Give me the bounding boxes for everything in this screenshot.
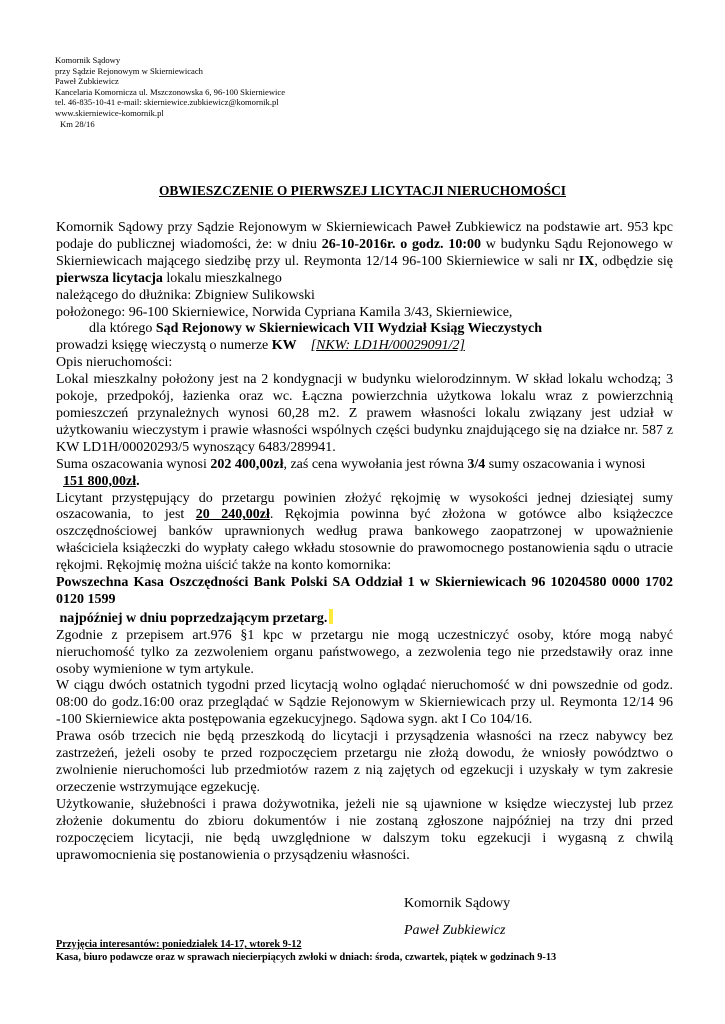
intro-text: , odbędzie się: [594, 253, 673, 269]
intro-text: w budynku Sądu Rejonowego w Skierniewicach mającego siedzibę przy ul. Reymonta 12/14 96-100 Skierniewice w sali nr: [56, 236, 673, 269]
visitor-hours: Przyjęcia interesantów: poniedziałek 14-17, wtorek 9-12: [56, 939, 302, 950]
kw-prefix: prowadzi księgę wieczystą o numerze: [56, 338, 272, 354]
description-label: Opis nieruchomości:: [56, 355, 173, 371]
valuation-fraction: 3/4: [467, 456, 486, 472]
property-description: Lokal mieszkalny położony jest na 2 kondygnacji w budynku wielorodzinnym. W skład lokalu wchodzą; 3 pokoje, przedpokój, łazienka oraz wc. Łączna powierzchnia użytkowa lokalu wraz z powierzchnią pomieszczeń przynależnych wynosi 60,28 m2. Z prawem własności lokalu związany jest udział w użytkowaniu wieczystym i prawie własności wspólnych części budynku znajdującego się na działce nr. 587 z KW LD1H/00020293/5 wynoszący 6483/289941.: [56, 372, 673, 455]
debtor-line: należącego do dłużnika: Zbigniew Sulikowski: [56, 287, 315, 303]
deadline-text: najpóźniej w dniu poprzedzającym przetarg.: [59, 610, 328, 626]
case-number: Km 28/16: [60, 118, 95, 129]
kw-spacer: [297, 338, 311, 353]
starting-price: 151 800,00zł: [63, 473, 137, 489]
deposit-amount: 20 240,00zł: [195, 507, 270, 523]
kw-line: [56, 338, 673, 355]
kw-label: KW: [271, 338, 297, 354]
office-hours: Kasa, biuro podawcze oraz w sprawach niecierpiących zwłoki w dniach: środa, czwartek, piątek w godzinach 9-13: [56, 952, 557, 963]
third-party-rights-paragraph: Prawa osób trzecich nie będą przeszkodą do licytacji i przysądzenia własności na rzecz nabywcy bez zastrzeżeń, jeżeli osoby te przed rozpoczęciem przetargu nie złożą dowodu, że wniosły powództwo o zwolnienie nieruchomości lub przedmiotów razem z nią zajętych od egzekucji i uzyskały w tym zakresie orzeczenie wstrzymujące egzekucję.: [56, 729, 673, 795]
location-line: położonego: 96-100 Skierniewice, Norwida Cypriana Kamila 3/43, Skierniewice,: [56, 304, 513, 320]
intro-paragraph: [56, 220, 673, 288]
auction-date-time: 26-10-2016r. o godz. 10:00: [321, 236, 481, 252]
court-prefix: dla którego: [89, 321, 156, 337]
valuation-text: sumy oszacowania i wynosi: [485, 456, 646, 472]
deposit-text: Licytant przystępujący do przetargu powinien złożyć rękojmię w wysokości jednej dziesiątej sumy oszacowania, to jest: [56, 490, 673, 523]
signature-role: Komornik Sądowy: [404, 896, 511, 911]
valuation-text: .: [136, 473, 140, 489]
deadline-line: [56, 609, 673, 628]
deposit-text: . Rękojmia powinna być złożona w gotówce albo książeczce oszczędnościowej banków uprawnionych według prawa bankowego zaopatrzonej w upoważnienie właściciela książeczki do wypłaty całego wkładu stosownie do prawomocnego postanowienia sądu o utracie rękojmi. Rękojmię można uiścić także na konto komornika:: [56, 507, 673, 574]
servitudes-paragraph: Użytkowanie, służebności i prawa dożywotnika, jeżeli nie są ujawnione w księdze wieczystej lub przez złożenie dokumentu do zbioru dokumentów i nie zostaną zgłoszone najpóźniej na trzy dni przed rozpoczęciem licytacji, nie będą uwzględnione w dalszym toku egzekucji i wygasną z chwilą uprawomocnienia się postanowienia o przysądzeniu własności.: [56, 796, 673, 863]
bank-account: [56, 575, 673, 609]
land-register-number: [NKW: LD1H/00029091/2]: [310, 338, 465, 354]
header-website: www.skierniewice-komornik.pl: [55, 107, 164, 118]
bank-account-text: Powszechna Kasa Oszczędności Bank Polski SA Oddział 1 w Skierniewicach 96 10204580 0000 1702 0120 1599: [56, 575, 673, 607]
header-line: przy Sądzie Rejonowym w Skierniewicach: [55, 65, 203, 76]
highlight-mark: [329, 609, 333, 624]
signature-name: Paweł Zubkiewicz: [404, 923, 506, 938]
deposit-paragraph: [56, 491, 673, 576]
valuation-text: Suma oszacowania wynosi: [56, 456, 211, 472]
valuation-paragraph: [56, 457, 673, 491]
header-address: Kancelaria Komornicza ul. Mszczonowska 6, 96-100 Skierniewice: [55, 86, 286, 97]
viewing-paragraph: W ciągu dwóch ostatnich tygodni przed licytacją wolno oglądać nieruchomość w dni powszednie od godz. 08:00 do godz.16:00 oraz przeglądać w Sądzie Rejonowym w Skierniewicach przy ul. Reymonta 12/14 96 -100 Skierniewice akta postępowania egzekucyjnego. Sądowa sygn. akt I Co 104/16.: [56, 678, 673, 728]
valuation-sum: 202 400,00zł: [210, 456, 284, 472]
document-body: [56, 220, 673, 864]
office-hours-footer: [56, 938, 686, 964]
document-title-text: OBWIESZCZENIE O PIERWSZEJ LICYTACJI NIERUCHOMOŚCI: [158, 183, 567, 198]
court-name: Sąd Rejonowy w Skierniewicach VII Wydział Ksiąg Wieczystych: [155, 321, 543, 337]
header-contact: tel. 46-835-10-41 e-mail: skierniewice.zubkiewicz@komornik.pl: [55, 97, 279, 108]
room-number: IX: [578, 253, 595, 269]
intro-text: lokalu mieszkalnego: [162, 270, 282, 286]
intro-text: Komornik Sądowy przy Sądzie Rejonowym w Skierniewicach Paweł Zubkiewicz na podstawie art. 953 kpc podaje do publicznej wiadomości, że: w dniu: [56, 220, 673, 252]
restrictions-paragraph: Zgodnie z przepisem art.976 §1 kpc w przetargu nie mogą uczestniczyć osoby, które mogą nabyć nieruchomość tylko za zezwoleniem organu państwowego, a zezwolenia tego nie przedstawiły oraz inne osoby wymienione w tym artykule.: [56, 627, 673, 677]
court-line: [56, 321, 673, 338]
auction-type: pierwsza licytacja: [56, 270, 163, 286]
header-line: Paweł Zubkiewicz: [55, 76, 119, 87]
header-line: Komornik Sądowy: [55, 55, 121, 65]
document-title: [0, 183, 725, 199]
office-header: [55, 55, 285, 129]
valuation-text: , zaś cena wywołania jest równa: [283, 456, 468, 472]
